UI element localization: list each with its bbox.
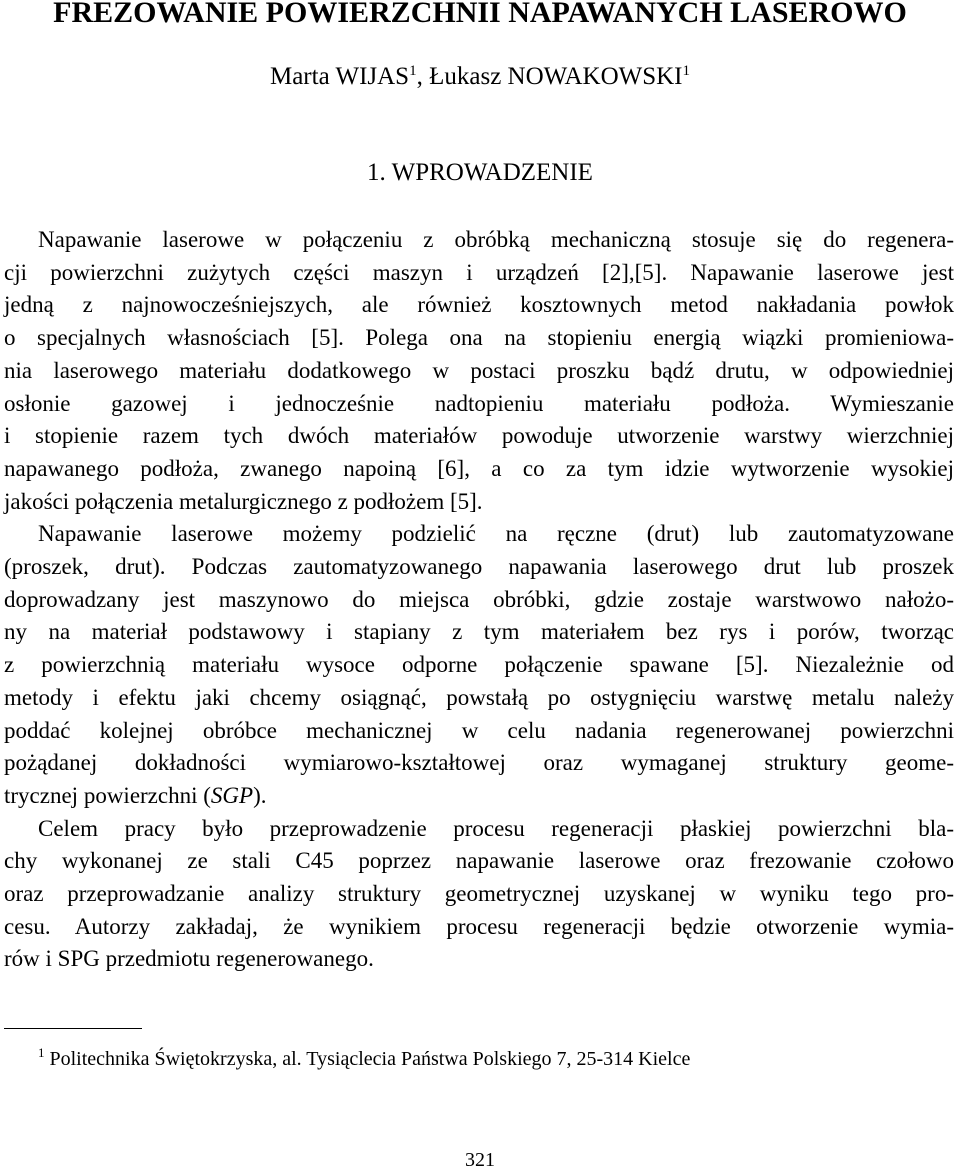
footnote-divider [4,1028,142,1029]
affiliation-marker: 1 [682,63,691,79]
section-heading: 1. WPROWADZENIE [367,159,593,186]
text-line: Napawanie laserowe możemy podzielić na ręczne (drut) lub zautomatyzowane [38,521,954,547]
text-line: poddać kolejnej obróbce mechanicznej w celu nadania regenerowanej powierzchni [4,717,954,743]
text-line: rów i SPG przedmiotu regenerowanego. [4,946,374,972]
text-fragment: trycznej powierzchni ( [4,782,211,808]
text-line: chy wykonanej ze stali C45 poprzez napawanie laserowe oraz frezowanie czołowo [4,848,954,874]
footnote-marker: 1 [38,1045,45,1060]
text-fragment: ). [253,782,267,808]
text-line: nia laserowego materiału dodatkowego w postaci proszku bądź drutu, w odpowiedniej [4,357,954,383]
author-line [0,62,960,92]
text-line: osłonie gazowej i jednocześnie nadtopieniu materiału podłoża. Wymieszanie [4,390,954,416]
text-line: napawanego podłoża, zwanego napoiną [6], a co za tym idzie wytworzenie wysokiej [4,455,954,481]
text-line: doprowadzany jest maszynowo do miejsca obróbki, gdzie zostaje warstwowo nałożo- [4,586,954,612]
text-line: Napawanie laserowe w połączeniu z obróbką mechaniczną stosuje się do regenera- [38,227,954,252]
author-separator: , [416,63,430,90]
text-line: pożądanej dokładności wymiarowo-kształtowej oraz wymaganej struktury geome- [4,750,954,776]
text-line: i stopienie razem tych dwóch materiałów powoduje utworzenie warstwy wierzchniej [4,423,954,449]
text-line: metody i efektu jaki chcemy osiągnąć, powstałą po ostygnięciu warstwę metalu należy [4,684,954,710]
text-line: jedną z najnowocześniejszych, ale również kosztownych metod nakładania powłok [4,292,954,318]
sgp-abbreviation: SGP [210,782,254,808]
affiliation-marker: 1 [409,63,417,79]
text-line: z powierzchnią materiału wysoce odporne połączenie spawane [5]. Niezależnie od [4,652,954,678]
text-line: cji powierzchni zużytych części maszyn i urządzeń [2],[5]. Napawanie laserowe jest [4,259,954,285]
footnote [38,1046,690,1072]
text-line: o specjalnych własnościach [5]. Polega ona na stopieniu energią wiązki promieniowa- [4,325,954,351]
text-line: Celem pracy było przeprowadzenie procesu regeneracji płaskiej powierzchni bla- [38,815,954,841]
paper-title: FREZOWANIE POWIERZCHNII NAPAWANYCH LASEROWO [53,0,907,29]
author-name: Marta WIJAS [269,63,410,90]
text-line: ny na materiał podstawowy i stapiany z tym materiałem bez rys i porów, tworząc [4,619,954,645]
text-line: (proszek, drut). Podczas zautomatyzowanego napawania laserowego drut lub proszek [4,554,954,580]
author-name: Łukasz NOWAKOWSKI [429,63,683,90]
text-line: oraz przeprowadzanie analizy struktury geometrycznej uzyskanej w wyniku tego pro- [4,881,954,907]
text-line: cesu. Autorzy zakładaj, że wynikiem procesu regeneracji będzie otworzenie wymia- [4,913,954,939]
text-line [4,780,954,813]
page-number: 321 [465,1149,495,1171]
text-line: jakości połączenia metalurgicznego z podłożem [5]. [4,488,483,514]
body-text [4,224,954,976]
footnote-text: Politechnika Świętokrzyska, al. Tysiąclecia Państwa Polskiego 7, 25-314 Kielce [44,1048,691,1070]
